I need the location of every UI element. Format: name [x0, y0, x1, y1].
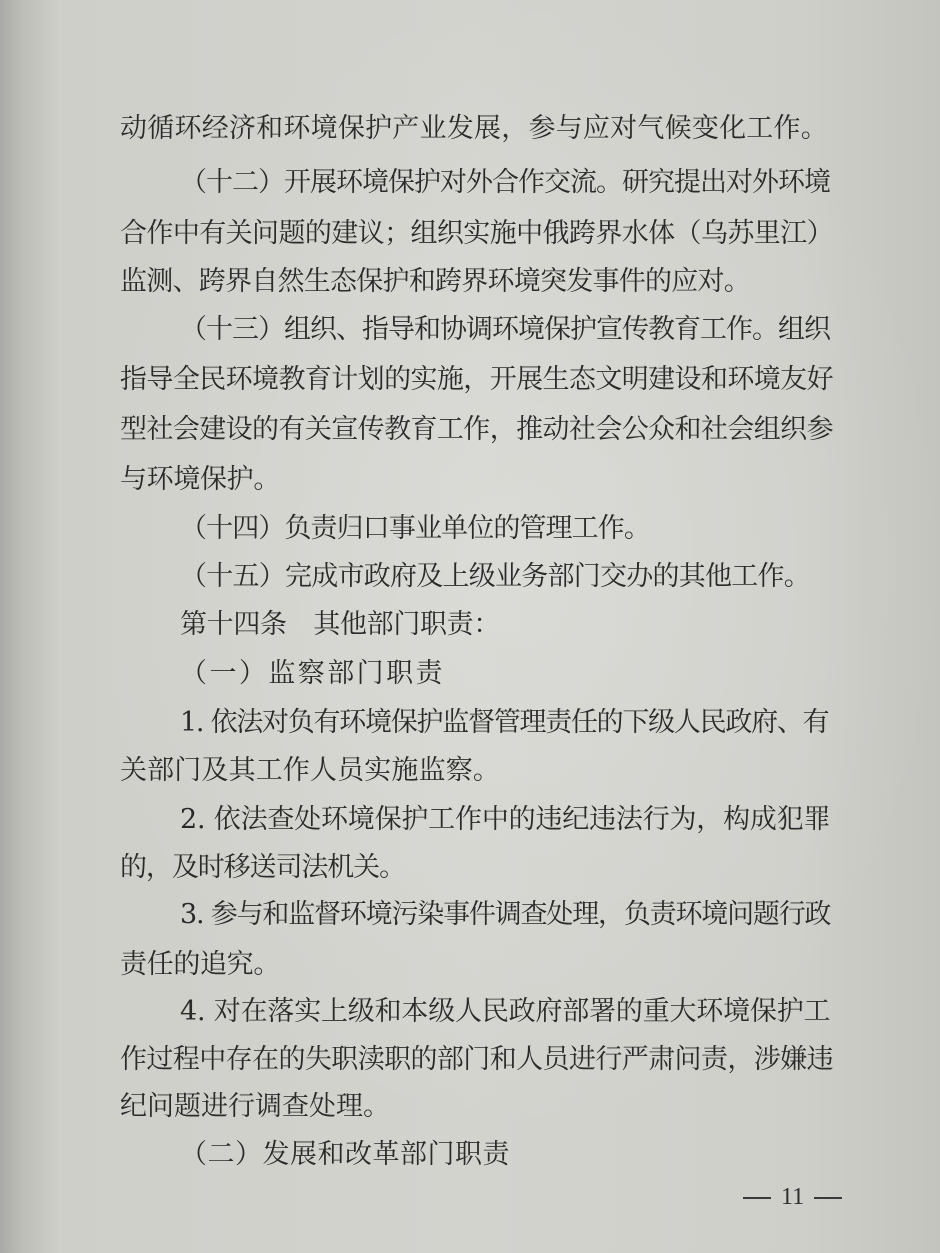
text-line: （十三）组织、指导和协调环境保护宣传教育工作。组织	[180, 314, 830, 345]
subsection-heading: （二）发展和改革部门职责	[180, 1139, 510, 1170]
subsection-heading: （一）监察部门职责	[180, 658, 445, 689]
page-number-footer	[733, 1180, 853, 1214]
text-line: 2. 依法查处环境保护工作中的违纪违法行为，构成犯罪	[180, 804, 831, 835]
text-line: 型社会建设的有关宣传教育工作，推动社会公众和社会组织参	[120, 414, 833, 445]
text-line: 合作中有关问题的建议；组织实施中俄跨界水体（乌苏里江）	[120, 218, 833, 249]
text-line: 4. 对在落实上级和本级人民政府部署的重大环境保护工	[180, 996, 831, 1027]
text-line: 1. 依法对负有环境保护监督管理责任的下级人民政府、有	[180, 707, 829, 738]
text-line: 作过程中存在的失职渎职的部门和人员进行严肃问责，涉嫌违	[120, 1044, 833, 1075]
page-number: 11	[781, 1184, 805, 1210]
text-line: 监测、跨界自然生态保护和跨界环境突发事件的应对。	[120, 266, 750, 297]
text-line: 关部门及其工作人员实施监察。	[120, 755, 500, 786]
footer-dash-right	[814, 1197, 842, 1199]
text-line: 与环境保护。	[120, 464, 280, 495]
text-line: （十五）完成市政府及上级业务部门交办的其他工作。	[180, 561, 810, 592]
text-line: 3. 参与和监督环境污染事件调查处理，负责环境问题行政	[180, 899, 831, 930]
text-line: 指导全民环境教育计划的实施，开展生态文明建设和环境友好	[120, 364, 833, 395]
footer-dash-left	[743, 1197, 771, 1199]
text-line: 的，及时移送司法机关。	[120, 852, 405, 883]
text-line: （十二）开展环境保护对外合作交流。研究提出对外环境	[180, 167, 830, 198]
section-heading: 第十四条 其他部门职责：	[180, 609, 500, 640]
text-line: （十四）负责归口事业单位的管理工作。	[180, 513, 650, 544]
text-line: 责任的追究。	[120, 949, 280, 980]
text-line: 动循环经济和环境保护产业发展，参与应对气候变化工作。	[120, 113, 828, 144]
text-line: 纪问题进行调查处理。	[120, 1091, 390, 1122]
